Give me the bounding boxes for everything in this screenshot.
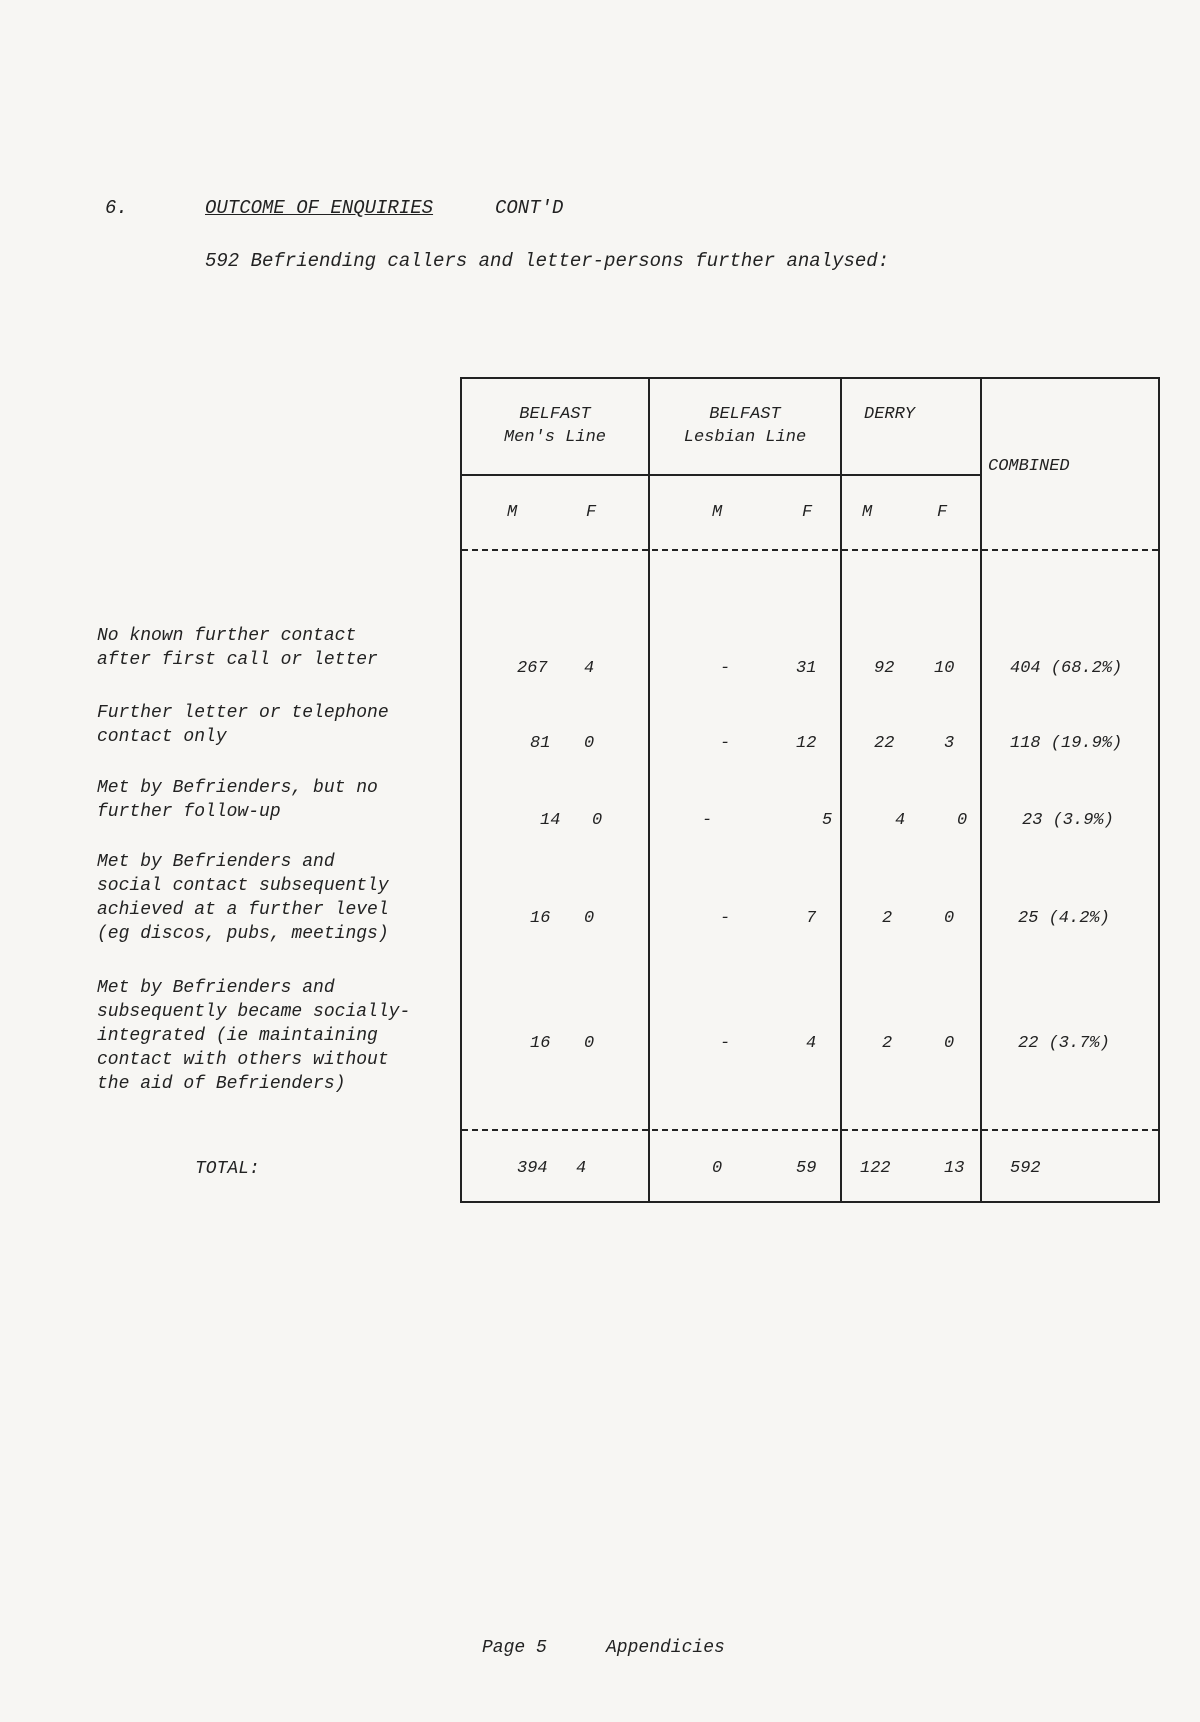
row-label: Met by Befrienders and subsequently became socially- integrated (ie maintaining contact with others without the aid of Befrienders) [97, 978, 411, 1094]
cell-combined: 23 (3.9%) [1022, 811, 1114, 830]
cell-value: 10 [934, 659, 955, 678]
row-label: Met by Befrienders, but no further follow-up [97, 778, 378, 822]
cell-value: - [720, 734, 731, 753]
outcome-table [460, 377, 1160, 1203]
sub-header-m: M [712, 503, 723, 522]
cell-value: 81 [530, 734, 551, 753]
cell-value: 2 [882, 909, 893, 928]
group-header-belfast-lesbian: BELFAST Lesbian Line [683, 405, 807, 447]
cell-value: 0 [944, 909, 955, 928]
total-label: TOTAL: [195, 1159, 260, 1179]
group-header-derry: DERRY [864, 405, 916, 424]
cell-value: - [720, 1034, 731, 1053]
row-label: No known further contact after first call or letter [97, 626, 378, 670]
cell-value: 4 [584, 659, 595, 678]
cell-combined: 404 (68.2%) [1010, 659, 1123, 678]
cell-value: 0 [592, 811, 603, 830]
cell-value: 16 [530, 1034, 551, 1053]
group-header-belfast-mens: BELFAST Men's Line [503, 405, 607, 447]
section-title: OUTCOME OF ENQUIRIES [205, 197, 434, 219]
cell-value: - [720, 659, 731, 678]
sub-header-f: F [937, 503, 948, 522]
cell-value: 3 [944, 734, 955, 753]
total-combined: 592 [1010, 1159, 1041, 1178]
sub-header-f: F [802, 503, 813, 522]
cell-value: 2 [882, 1034, 893, 1053]
cell-value: 4 [895, 811, 906, 830]
cell-combined: 25 (4.2%) [1018, 909, 1110, 928]
cell-combined: 118 (19.9%) [1010, 734, 1123, 753]
combined-header: COMBINED [988, 457, 1070, 476]
sub-header-m: M [507, 503, 518, 522]
total-value: 394 [517, 1159, 548, 1178]
cell-value: 0 [584, 909, 595, 928]
cell-value: 31 [796, 659, 817, 678]
section-subtitle: 592 Befriending callers and letter-persons further analysed: [205, 250, 890, 272]
sub-header-f: F [586, 503, 597, 522]
total-value: 13 [944, 1159, 965, 1178]
cell-value: 4 [806, 1034, 817, 1053]
cell-value: - [720, 909, 731, 928]
cell-value: 14 [540, 811, 561, 830]
section-cont: CONT'D [495, 197, 564, 219]
row-label: Further letter or telephone contact only [97, 703, 389, 747]
sub-header-m: M [862, 503, 873, 522]
cell-value: 92 [874, 659, 895, 678]
footer-page: Page 5 [482, 1638, 547, 1658]
row-label: Met by Befrienders and social contact subsequently achieved at a further level (eg discos, pubs, meetings) [97, 852, 389, 944]
cell-value: 0 [584, 1034, 595, 1053]
footer-section: Appendicies [606, 1638, 725, 1658]
cell-value: 5 [822, 811, 833, 830]
cell-value: 0 [584, 734, 595, 753]
cell-value: 22 [874, 734, 895, 753]
total-value: 122 [860, 1159, 891, 1178]
cell-value: - [702, 811, 713, 830]
total-value: 59 [796, 1159, 817, 1178]
total-value: 4 [576, 1159, 587, 1178]
cell-value: 267 [517, 659, 548, 678]
cell-value: 0 [957, 811, 968, 830]
cell-value: 7 [806, 909, 817, 928]
cell-combined: 22 (3.7%) [1018, 1034, 1110, 1053]
cell-value: 16 [530, 909, 551, 928]
cell-value: 0 [944, 1034, 955, 1053]
section-number: 6. [105, 197, 128, 219]
cell-value: 12 [796, 734, 817, 753]
total-value: 0 [712, 1159, 723, 1178]
